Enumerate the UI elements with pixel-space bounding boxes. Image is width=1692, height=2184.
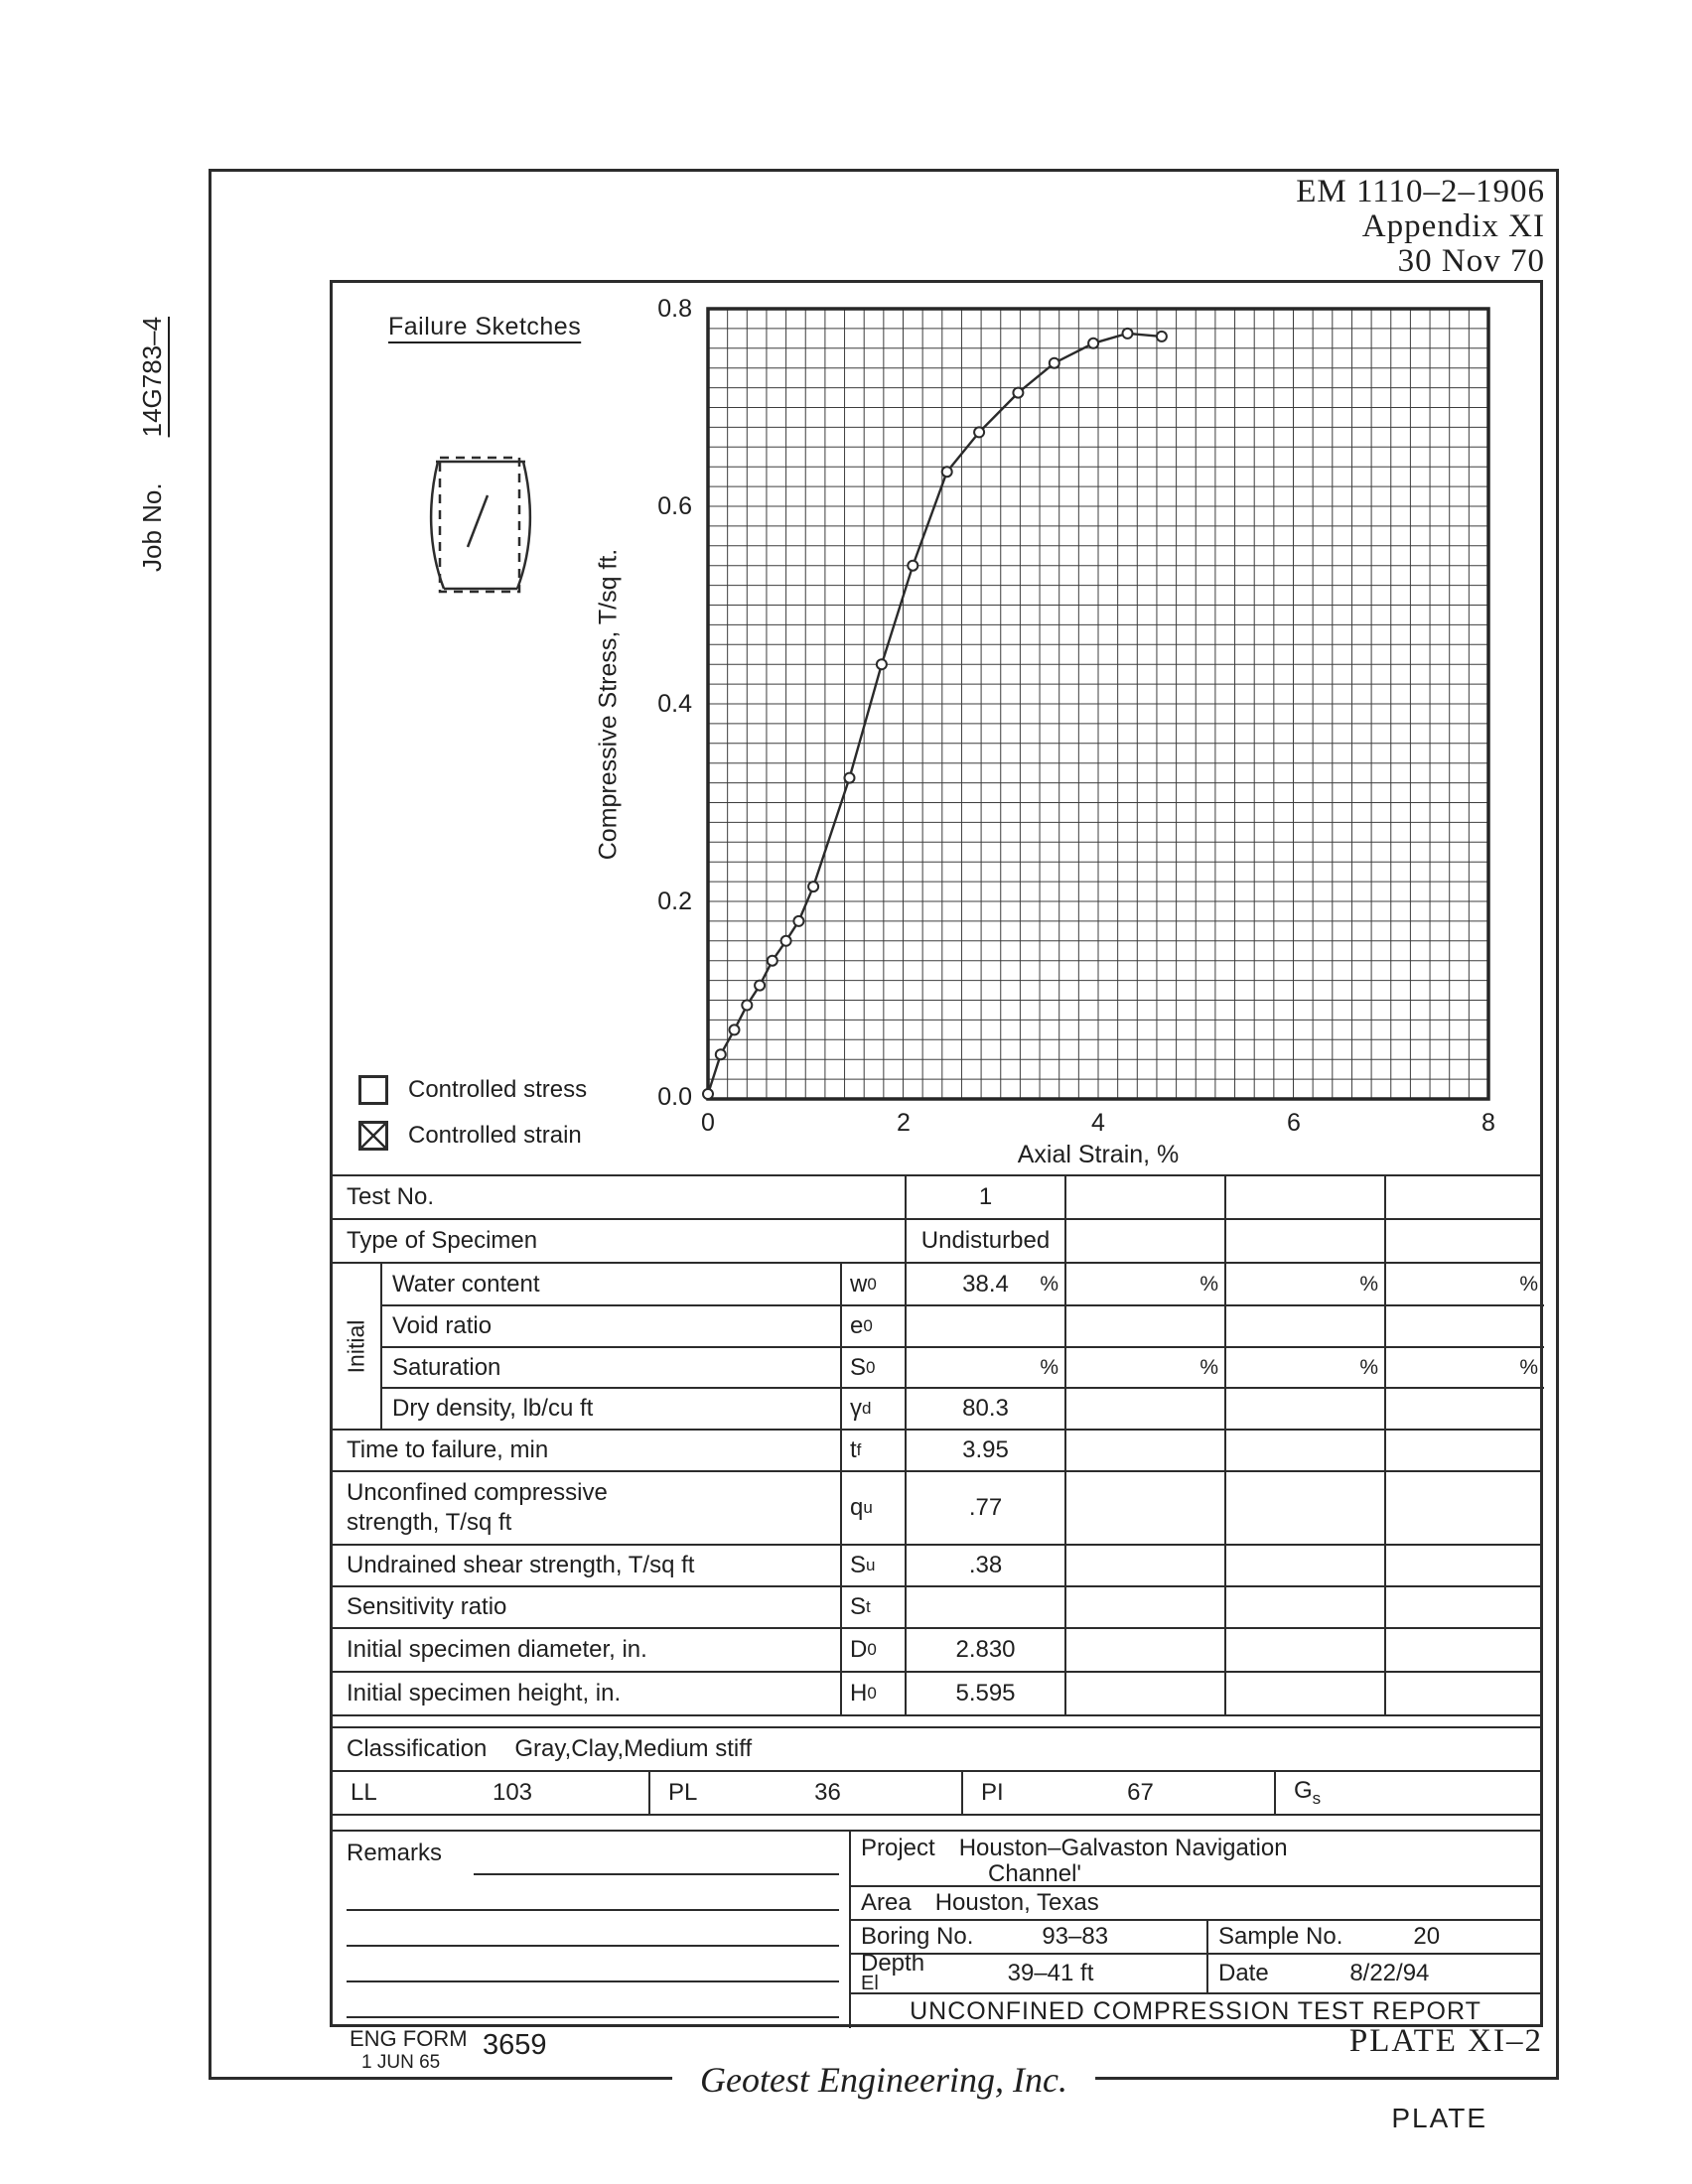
undrained-shear-value-3	[1224, 1546, 1384, 1585]
specimen-height-value-2	[1064, 1673, 1224, 1714]
saturation-value-2	[1064, 1348, 1224, 1388]
water-content-value-2	[1064, 1264, 1224, 1304]
void-ratio-value-1	[905, 1306, 1064, 1346]
liquid-limit-value: 103	[492, 1779, 533, 1806]
table-divider	[333, 1814, 1540, 1830]
undrained-shear-value-4	[1384, 1546, 1540, 1585]
document-reference-block	[1296, 175, 1545, 279]
specimen-diameter-value-3	[1224, 1629, 1384, 1671]
percent-sign: %	[1040, 1272, 1058, 1296]
sample-value: 20	[1413, 1923, 1441, 1950]
test-no-value-1: 1	[905, 1176, 1064, 1218]
report-title: UNCONFINED COMPRESSION TEST REPORT	[910, 1996, 1481, 2025]
stress-strain-chart	[708, 309, 1488, 1099]
sensitivity-value-2	[1064, 1587, 1224, 1627]
row-label: Unconfined compressive strength, T/sq ft	[347, 1479, 608, 1536]
symbol-e0: e 0	[840, 1306, 905, 1346]
row-label: Initial specimen height, in.	[347, 1680, 622, 1706]
graph-area	[333, 283, 1540, 1174]
remarks-cell	[333, 1832, 849, 2028]
boring-sample-row	[851, 1921, 1540, 1955]
job-number-value: 14G783–4	[137, 316, 167, 438]
test-no-value-4	[1384, 1176, 1540, 1218]
unconfined-strength-value-2	[1064, 1472, 1224, 1544]
test-no-value-3	[1224, 1176, 1384, 1218]
initial-properties-group	[333, 1262, 1540, 1429]
time-to-failure-value-1: 3.95	[905, 1431, 1064, 1470]
form-date: 1 JUN 65	[361, 2052, 441, 2073]
specimen-type-value-2	[1064, 1220, 1224, 1262]
table-row-specimen-height	[333, 1671, 1540, 1714]
controlled-strain-checkbox-checked	[358, 1121, 388, 1151]
ruled-line	[474, 1873, 839, 1875]
test-report-form	[330, 280, 1543, 2027]
table-row-water-content	[382, 1264, 1544, 1304]
legend-controlled-stress	[358, 1075, 587, 1105]
test-no-value-2	[1064, 1176, 1224, 1218]
symbol-d0: D 0	[840, 1629, 905, 1671]
table-row-time-to-failure	[333, 1429, 1540, 1470]
controlled-stress-checkbox	[358, 1075, 388, 1105]
symbol-tf: t f	[840, 1431, 905, 1470]
ruled-line	[347, 1945, 839, 1947]
boring-value: 93–83	[1042, 1923, 1109, 1950]
project-name-line1: Houston–Galvaston Navigation	[958, 1835, 1288, 1861]
controlled-stress-label: Controlled stress	[408, 1076, 588, 1103]
depth-value: 39–41 ft	[1007, 1960, 1094, 1986]
y-axis-label-wrap	[587, 309, 631, 1099]
date-cell	[1206, 1955, 1540, 1992]
elevation-label: El	[861, 1973, 879, 1994]
company-name: Geotest Engineering, Inc.	[672, 2059, 1095, 2101]
percent-sign: %	[1359, 1272, 1378, 1296]
specimen-type-value-4	[1384, 1220, 1540, 1262]
table-row-undrained-shear	[333, 1544, 1540, 1585]
y-axis-label: Compressive Stress, T/sq ft.	[594, 548, 623, 860]
symbol-s0: S 0	[840, 1348, 905, 1388]
table-row-dry-density	[382, 1387, 1544, 1429]
row-label: Saturation	[392, 1353, 501, 1381]
percent-sign: %	[1519, 1272, 1538, 1296]
void-ratio-value-4	[1384, 1306, 1544, 1346]
table-row-unconfined-strength	[333, 1470, 1540, 1544]
depth-label: Depth	[861, 1950, 925, 1977]
void-ratio-value-2	[1064, 1306, 1224, 1346]
plasticity-index-cell: PI 67	[961, 1772, 1274, 1814]
specimen-diameter-value-4	[1384, 1629, 1540, 1671]
unconfined-strength-value-4	[1384, 1472, 1540, 1544]
row-label: Sensitivity ratio	[347, 1593, 507, 1620]
specimen-diameter-value-2	[1064, 1629, 1224, 1671]
atterberg-limits-row	[333, 1770, 1540, 1814]
legend-controlled-strain	[358, 1121, 582, 1151]
y-tick-label: 0.4	[657, 690, 692, 718]
water-content-value-4	[1384, 1264, 1544, 1304]
specimen-type-value-3	[1224, 1220, 1384, 1262]
project-label: Project	[861, 1835, 935, 1861]
y-tick-label: 0.2	[657, 887, 692, 915]
table-row-specimen-type	[333, 1218, 1540, 1262]
saturation-value-1	[905, 1348, 1064, 1388]
plate-label: PLATE	[1391, 2103, 1487, 2133]
date-label: Date	[1218, 1960, 1269, 1986]
sample-cell	[1206, 1921, 1540, 1953]
table-row-specimen-diameter	[333, 1627, 1540, 1671]
eng-form-block	[350, 2027, 468, 2075]
sensitivity-value-4	[1384, 1587, 1540, 1627]
liquid-limit-cell: LL 103	[333, 1772, 648, 1814]
form-label: ENG FORM	[350, 2026, 468, 2051]
classification-row	[333, 1726, 1540, 1770]
symbol-st: S t	[840, 1587, 905, 1627]
row-label: Time to failure, min	[347, 1436, 549, 1463]
controlled-strain-label: Controlled strain	[408, 1122, 582, 1149]
row-label: Test No.	[347, 1183, 435, 1210]
depth-cell	[851, 1950, 1206, 1994]
project-row	[851, 1832, 1540, 1887]
y-tick-label: 0.6	[657, 492, 692, 520]
sample-label: Sample No.	[1218, 1923, 1343, 1950]
percent-sign: %	[1519, 1355, 1538, 1379]
job-number	[137, 317, 168, 572]
classification-value: Gray,Clay,Medium stiff	[514, 1735, 753, 1762]
unconfined-strength-value-1: .77	[905, 1472, 1064, 1544]
x-axis-label: Axial Strain, %	[1017, 1141, 1180, 1168]
remarks-project-block	[333, 1830, 1540, 2028]
ruled-line	[347, 1980, 839, 1982]
dry-density-value-1: 80.3	[905, 1389, 1064, 1429]
sensitivity-value-3	[1224, 1587, 1384, 1627]
specimen-height-value-3	[1224, 1673, 1384, 1714]
boring-cell	[851, 1921, 1206, 1953]
table-row-saturation	[382, 1346, 1544, 1388]
water-content-value-3	[1224, 1264, 1384, 1304]
row-label: Initial specimen diameter, in.	[347, 1636, 647, 1663]
boring-label: Boring No.	[861, 1923, 974, 1950]
specimen-type-value-1: Undisturbed	[905, 1220, 1064, 1262]
time-to-failure-value-2	[1064, 1431, 1224, 1470]
symbol-h0: H 0	[840, 1673, 905, 1714]
water-content-value-1: 38.4 %	[905, 1264, 1064, 1304]
area-label: Area	[861, 1889, 912, 1916]
percent-sign: %	[1359, 1355, 1378, 1379]
undrained-shear-value-1: .38	[905, 1546, 1064, 1585]
sensitivity-value-1	[905, 1587, 1064, 1627]
ruled-line	[347, 2016, 839, 2018]
classification-label: Classification	[347, 1735, 488, 1762]
x-tick-label: 6	[1287, 1109, 1301, 1137]
form-number: 3659	[483, 2029, 547, 2061]
y-tick-label: 0.0	[657, 1083, 692, 1111]
initial-group-label: Initial	[333, 1264, 382, 1429]
doc-date: 30 Nov 70	[1397, 243, 1545, 279]
depth-date-row	[851, 1950, 1540, 1994]
specific-gravity-cell: $G_s$	[1274, 1772, 1540, 1814]
percent-sign: %	[1040, 1355, 1058, 1379]
specimen-height-value-1: 5.595	[905, 1673, 1064, 1714]
plastic-limit-cell: PL 36	[648, 1772, 961, 1814]
plastic-limit-value: 36	[814, 1779, 841, 1806]
x-tick-label: 2	[897, 1109, 911, 1137]
x-tick-label: 4	[1091, 1109, 1105, 1137]
project-info-cell	[849, 1832, 1540, 2028]
percent-sign: %	[1199, 1272, 1218, 1296]
dry-density-value-4	[1384, 1389, 1544, 1429]
row-label: Type of Specimen	[347, 1227, 538, 1254]
row-label: Water content	[392, 1270, 540, 1297]
project-name-line2: Channel'	[988, 1860, 1081, 1887]
y-tick-label: 0.8	[657, 295, 692, 323]
area-value: Houston, Texas	[934, 1889, 1099, 1916]
table-row-sensitivity	[333, 1585, 1540, 1627]
row-label: Undrained shear strength, T/sq ft	[347, 1552, 695, 1578]
remarks-label: Remarks	[347, 1840, 443, 1866]
symbol-w0: w 0	[840, 1264, 905, 1304]
percent-sign: %	[1199, 1355, 1218, 1379]
dry-density-value-2	[1064, 1389, 1224, 1429]
plasticity-index-value: 67	[1127, 1779, 1154, 1806]
symbol-su: S u	[840, 1546, 905, 1585]
undrained-shear-value-2	[1064, 1546, 1224, 1585]
table-row-void-ratio	[382, 1304, 1544, 1346]
time-to-failure-value-3	[1224, 1431, 1384, 1470]
table-row-test-no	[333, 1174, 1540, 1218]
specimen-height-value-4	[1384, 1673, 1540, 1714]
table-divider	[333, 1714, 1540, 1726]
job-number-label: Job No.	[137, 482, 167, 572]
doc-appendix: Appendix XI	[1361, 208, 1545, 244]
doc-ref: EM 1110–2–1906	[1296, 174, 1545, 209]
saturation-value-4	[1384, 1348, 1544, 1388]
x-tick-label: 8	[1481, 1109, 1495, 1137]
date-value: 8/22/94	[1349, 1960, 1430, 1986]
unconfined-strength-value-3	[1224, 1472, 1384, 1544]
symbol-gamma-d: γ d	[840, 1389, 905, 1429]
dry-density-value-3	[1224, 1389, 1384, 1429]
void-ratio-value-3	[1224, 1306, 1384, 1346]
symbol-qu: q u	[840, 1472, 905, 1544]
time-to-failure-value-4	[1384, 1431, 1540, 1470]
specimen-diameter-value-1: 2.830	[905, 1629, 1064, 1671]
failure-sketch	[422, 448, 541, 621]
row-label: Void ratio	[392, 1312, 493, 1340]
x-tick-label: 0	[701, 1109, 715, 1137]
ruled-line	[347, 1909, 839, 1911]
plate-reference: PLATE XI–2	[1348, 2023, 1543, 2059]
row-label: Dry density, lb/cu ft	[392, 1395, 594, 1423]
saturation-value-3	[1224, 1348, 1384, 1388]
area-row	[851, 1887, 1540, 1921]
failure-sketches-title: Failure Sketches	[388, 313, 582, 341]
